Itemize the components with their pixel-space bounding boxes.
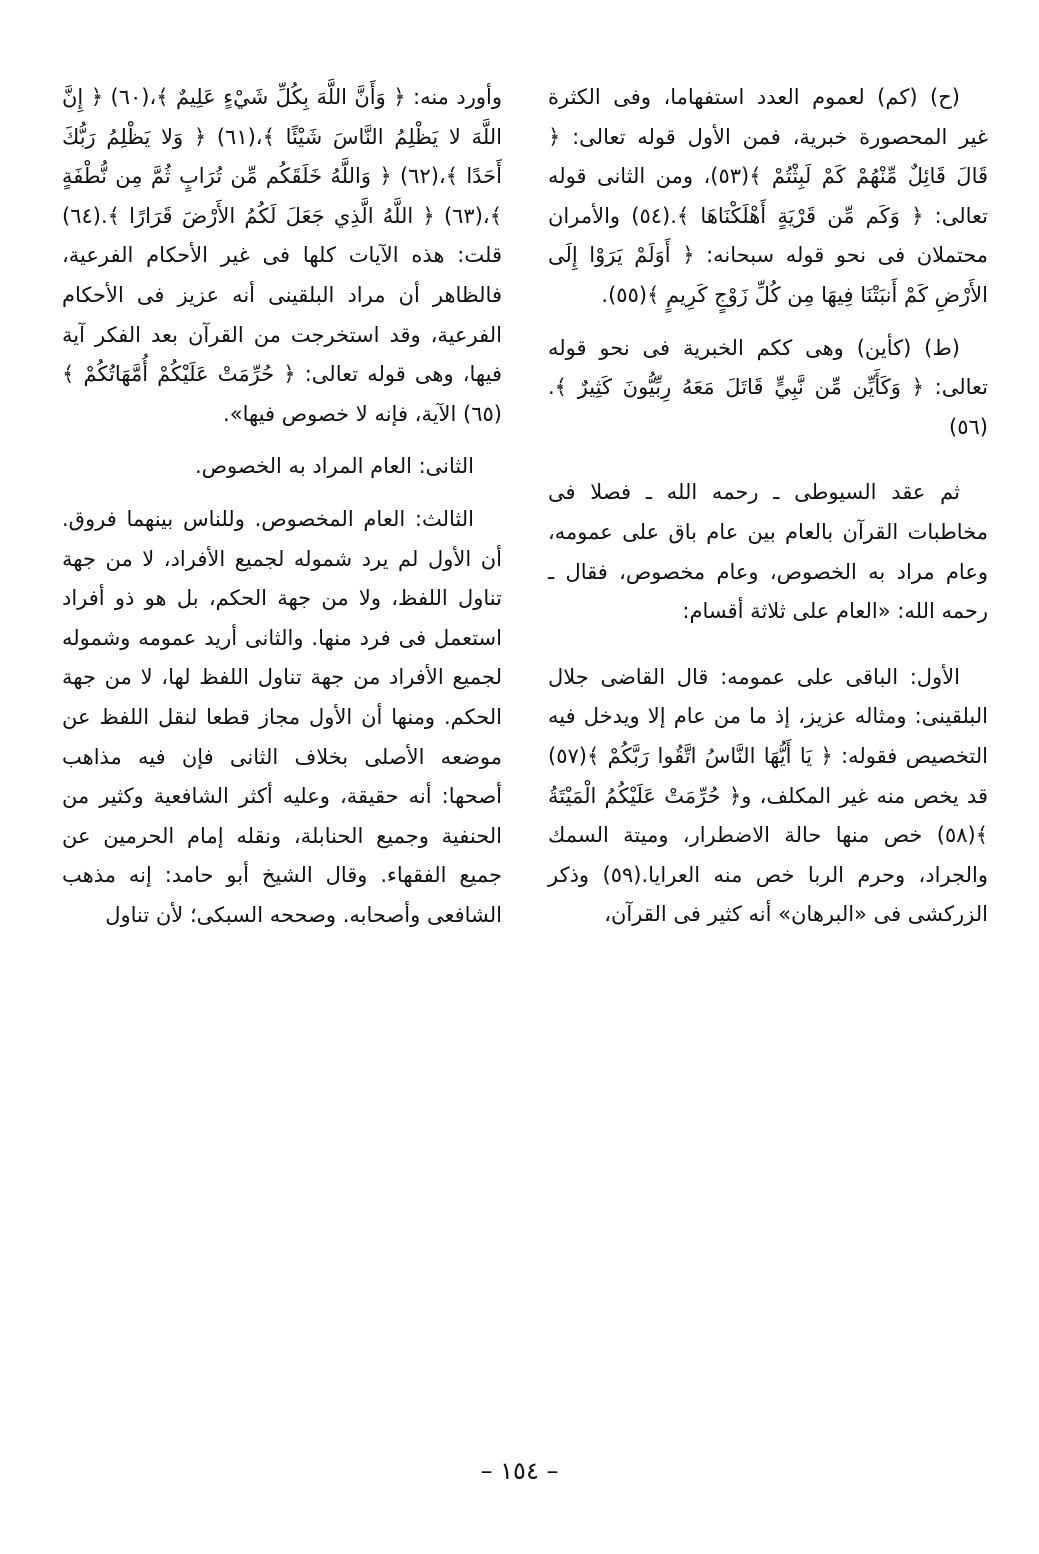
paragraph-third-type: الثالث: العام المخصوص. وللناس بينهما فروق. أن الأول لم يرد شموله لجميع الأفراد، لا من جهة تناول اللفظ، ولا من جهة الحكم، بل هو ذو أفراد استعمل فى فرد منها. والثانى أريد عمومه وشموله لجميع الأفراد من جهة تناول اللفظ لها، لا من جهة الحكم. ومنها أن الأول مجاز قطعا لنقل اللفظ عن موضعه الأصلى بخلاف الثانى فإن فيه مذاهب أصحها: أنه حقيقة، وعليه أكثر الشافعية وكثير من الحنفية وجميع الحنابلة، ونقله إمام الحرمين عن جميع الفقهاء. وقال الشيخ أبو حامد: إنه مذهب الشافعى وأصحابه. وصححه السبكى؛ لأن تناول [62, 506, 502, 927]
paragraph-first-type: الأول: الباقى على عمومه: قال القاضى جلال البلقينى: ومثاله عزيز، إذ ما من عام إلا ويدخل فيه التخصيص فقوله: ﴿ يَا أَيُّهَا النَّاسُ اتَّقُوا رَبَّكُمْ ﴾(٥٧) قد يخص منه غير المكلف، و﴿ حُرِّمَتْ عَلَيْكُمُ الْمَيْتَةُ ﴾(٥٨) خص منها حالة الاضطرار، وميتة السمك والجراد، وحرم الربا خص منه العرايا.(٥٩) وذكر الزركشى فى «البرهان» أنه كثير فى القرآن، [548, 664, 988, 927]
right-column [548, 78, 988, 948]
paragraph-kam: (ح) (كم) لعموم العدد استفهاما، وفى الكثرة غير المحصورة خبرية، فمن الأول قوله تعالى: ﴿ قَالَ قَائِلٌ مِّنْهُمْ كَمْ لَبِثْتُمْ ﴾(٥٣)، ومن الثانى قوله تعالى: ﴿ وَكَم مِّن قَرْيَةٍ أَهْلَكْنَاهَا ﴾.(٥٤) والأمران محتملان فى نحو قوله سبحانه: ﴿ أَوَلَمْ يَرَوْا إِلَى الأَرْضِ كَمْ أَنبَتْنَا فِيهَا مِن كُلِّ زَوْجٍ كَرِيمٍ ﴾(٥٥). [548, 85, 989, 307]
paragraph-kaayyin: (ط) (كأين) وهى ككم الخبرية فى نحو قوله تعالى: ﴿ وَكَأَيِّن مِّن نَّبِيٍّ قَاتَلَ مَعَهُ رِبِّيُّونَ كَثِيرٌ ﴾.(٥٦) [548, 335, 988, 439]
paragraph-second-type: الثانى: العام المراد به الخصوص. [194, 454, 474, 479]
left-column [62, 78, 502, 948]
page-number: – ١٥٤ – [480, 1457, 559, 1485]
paragraph-suyuti-intro: ثم عقد السيوطى ـ رحمه الله ـ فصلا فى مخاطبات القرآن بالعام بين عام باق على عمومه، وعام مراد به الخصوص، وعام مخصوص، فقال ـ رحمه الله: «العام على ثلاثة أقسام: [548, 480, 988, 624]
paragraph-examples: وأورد منه: ﴿ وَأَنَّ اللَّهَ بِكُلِّ شَيْءٍ عَلِيمٌ ﴾،(٦٠) ﴿ إِنَّ اللَّهَ لا يَظْلِمُ النَّاسَ شَيْئًا ﴾،(٦١) ﴿ وَلا يَظْلِمُ رَبُّكَ أَحَدًا ﴾،(٦٢) ﴿ وَاللَّهُ خَلَقَكُم مِّن تُرَابٍ ثُمَّ مِن نُّطْفَةٍ ﴾،(٦٣) ﴿ اللَّهُ الَّذِي جَعَلَ لَكُمُ الأَرْضَ قَرَارًا ﴾.(٦٤) قلت: هذه الآيات كلها فى غير الأحكام الفرعية، فالظاهر أن مراد البلقينى أنه عزيز فى الأحكام الفرعية، وقد استخرجت من القرآن بعد الفكر آية فيها، وهى قوله تعالى: ﴿ حُرِّمَتْ عَلَيْكُمْ أُمَّهَاتُكُمْ ﴾(٦٥) الآية، فإنه لا خصوص فيها». [62, 85, 503, 426]
